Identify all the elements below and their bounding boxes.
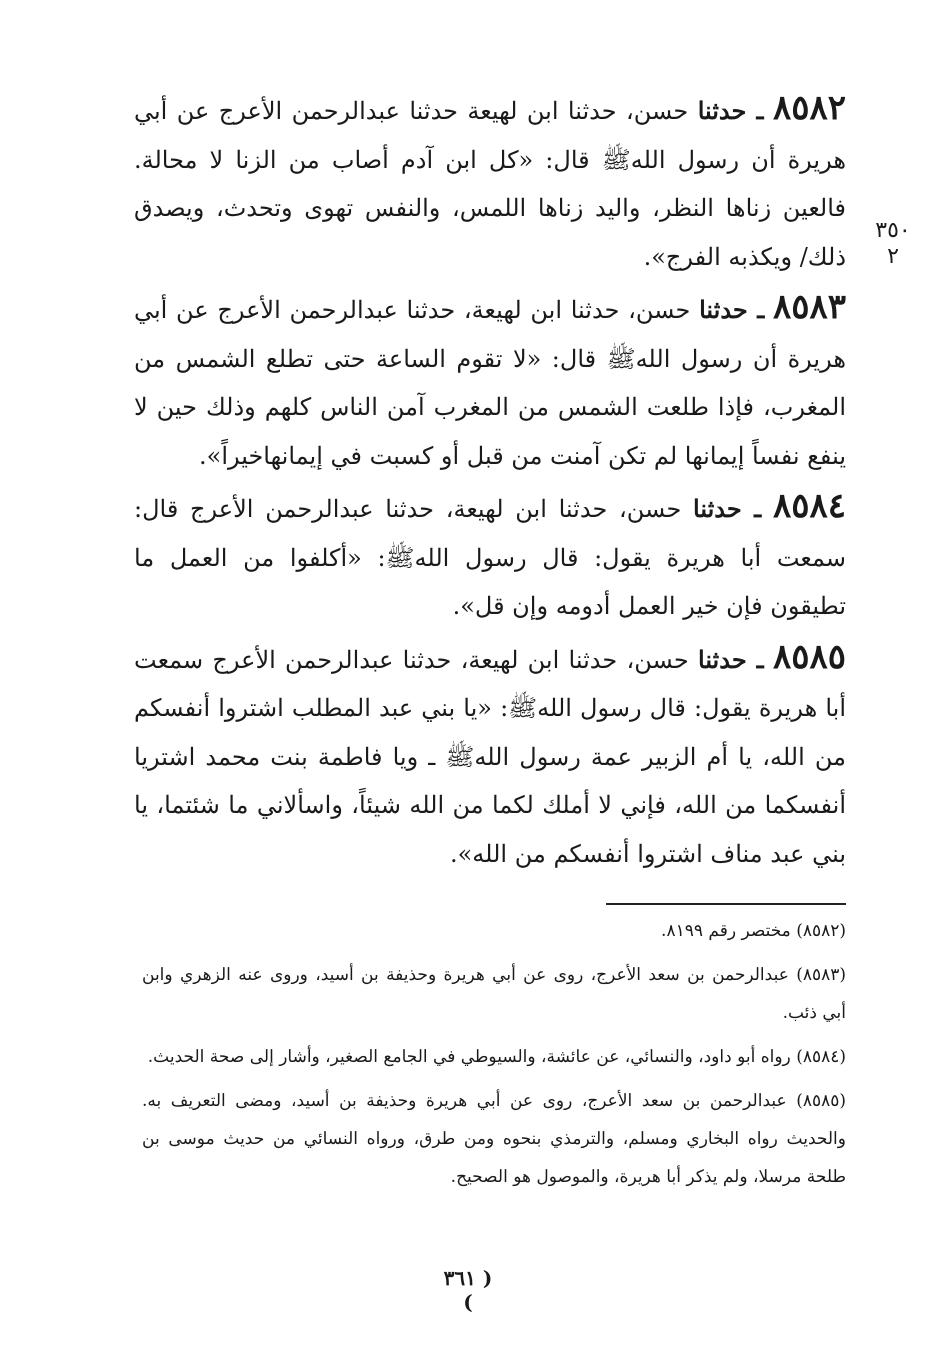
separator-dash: ـ — [746, 96, 764, 125]
hadith-text: حسن، حدثنا ابن لهيعة، حدثنا عبدالرحمن الأعرج عن أبي هريرة أن رسول اللهﷺ قال: «لا تقوم الساعة حتى تطلع الشمس من المغرب، فإذا طلعت الشمس من المغرب آمن الناس كلهم وذلك حين لا ينفع نفساً إيمانها لم تكن آمنت من قبل أو كسبت في إيمانهاخيراً». — [134, 296, 846, 470]
hadith-text: حسن، حدثنا ابن لهيعة حدثنا عبدالرحمن الأعرج عن أبي هريرة أن رسول اللهﷺ قال: «كل ابن آدم أصاب من الزنا لا محالة. فالعين زناها النظر، واليد زناها اللمس، والنفس تهوى وتحدث، ويصدق ذلك/ ويكذبه الفرج». — [134, 97, 846, 271]
hadith-number: ٨٥٨٥ — [772, 636, 846, 677]
hadith-number: ٨٥٨٤ — [772, 486, 846, 526]
hadith-entry — [134, 482, 846, 631]
hadith-entry — [134, 283, 846, 480]
margin-reference-part: ٢ — [887, 244, 899, 269]
separator-dash: ـ — [746, 644, 764, 674]
separator-dash: ـ — [747, 295, 765, 324]
separator-dash: ـ — [741, 494, 762, 523]
hadith-entry — [134, 633, 846, 879]
main-text — [134, 84, 846, 880]
footnote-text: عبدالرحمن بن سعد الأعرج، روى عن أبي هريرة وحذيفة بن أسيد، وروى عنه الزهري وابن أبي ذئب. — [142, 965, 846, 1023]
hadith-entry — [134, 84, 846, 281]
hadith-lead: حدثنا — [698, 644, 747, 674]
footnote-ref: (٨٥٨٣) — [796, 965, 847, 985]
footnote-text: مختصر رقم ٨١٩٩. — [661, 921, 791, 941]
footnote-ref: (٨٥٨٤) — [796, 1047, 846, 1067]
footnote — [142, 912, 846, 950]
page-number: ( ٣٦١ ) — [443, 1266, 493, 1314]
footnotes — [142, 912, 846, 1202]
footnote-ref: (٨٥٨٢) — [796, 921, 846, 941]
footnote — [142, 1038, 846, 1076]
hadith-text: حسن، حدثنا ابن لهيعة، حدثنا عبدالرحمن الأعرج سمعت أبا هريرة يقول: قال رسول اللهﷺ: «يا بني عبد المطلب اشتروا أنفسكم من الله، يا أم الزبير عمة رسول اللهﷺ ـ ويا فاطمة بنت محمد اشتريا أنفسكما من الله، فإني لا أملك لكما من الله شيئاً، واسألاني ما شئتما، يا بني عبد مناف اشتروا أنفسكم من الله». — [134, 645, 847, 868]
footnote-text: رواه أبو داود، والنسائي، عن عائشة، والسيوطي في الجامع الصغير، وأشار إلى صحة الحديث. — [147, 1047, 791, 1067]
footnote-divider — [606, 903, 846, 905]
margin-reference — [868, 218, 918, 270]
hadith-lead: حدثنا — [699, 295, 748, 324]
hadith-lead: حدثنا — [697, 96, 747, 125]
footnote — [142, 1082, 846, 1196]
footnote — [142, 956, 846, 1032]
margin-reference-volume: ٣٥٠ — [875, 218, 911, 243]
footnote-ref: (٨٥٨٥) — [796, 1091, 847, 1111]
hadith-number: ٨٥٨٢ — [772, 88, 846, 128]
footnote-text: عبدالرحمن بن سعد الأعرج، روى عن أبي هريرة وحذيفة بن أسيد، ومضى التعريف به. والحديث رواه البخاري ومسلم، والترمذي بنحوه ومن طرق، ورواه النسائي من حديث موسى بن طلحة مرسلا، ولم يذكر أبا هريرة، والموصول هو الصحيح. — [142, 1091, 846, 1187]
hadith-number: ٨٥٨٣ — [772, 287, 846, 327]
hadith-text: حسن، حدثنا ابن لهيعة، حدثنا عبدالرحمن الأعرج قال: سمعت أبا هريرة يقول: قال رسول اللهﷺ: «أكلفوا من العمل ما تطيقون فإن خير العمل أدومه وإن قل». — [134, 495, 846, 620]
hadith-lead: حدثنا — [693, 494, 742, 523]
